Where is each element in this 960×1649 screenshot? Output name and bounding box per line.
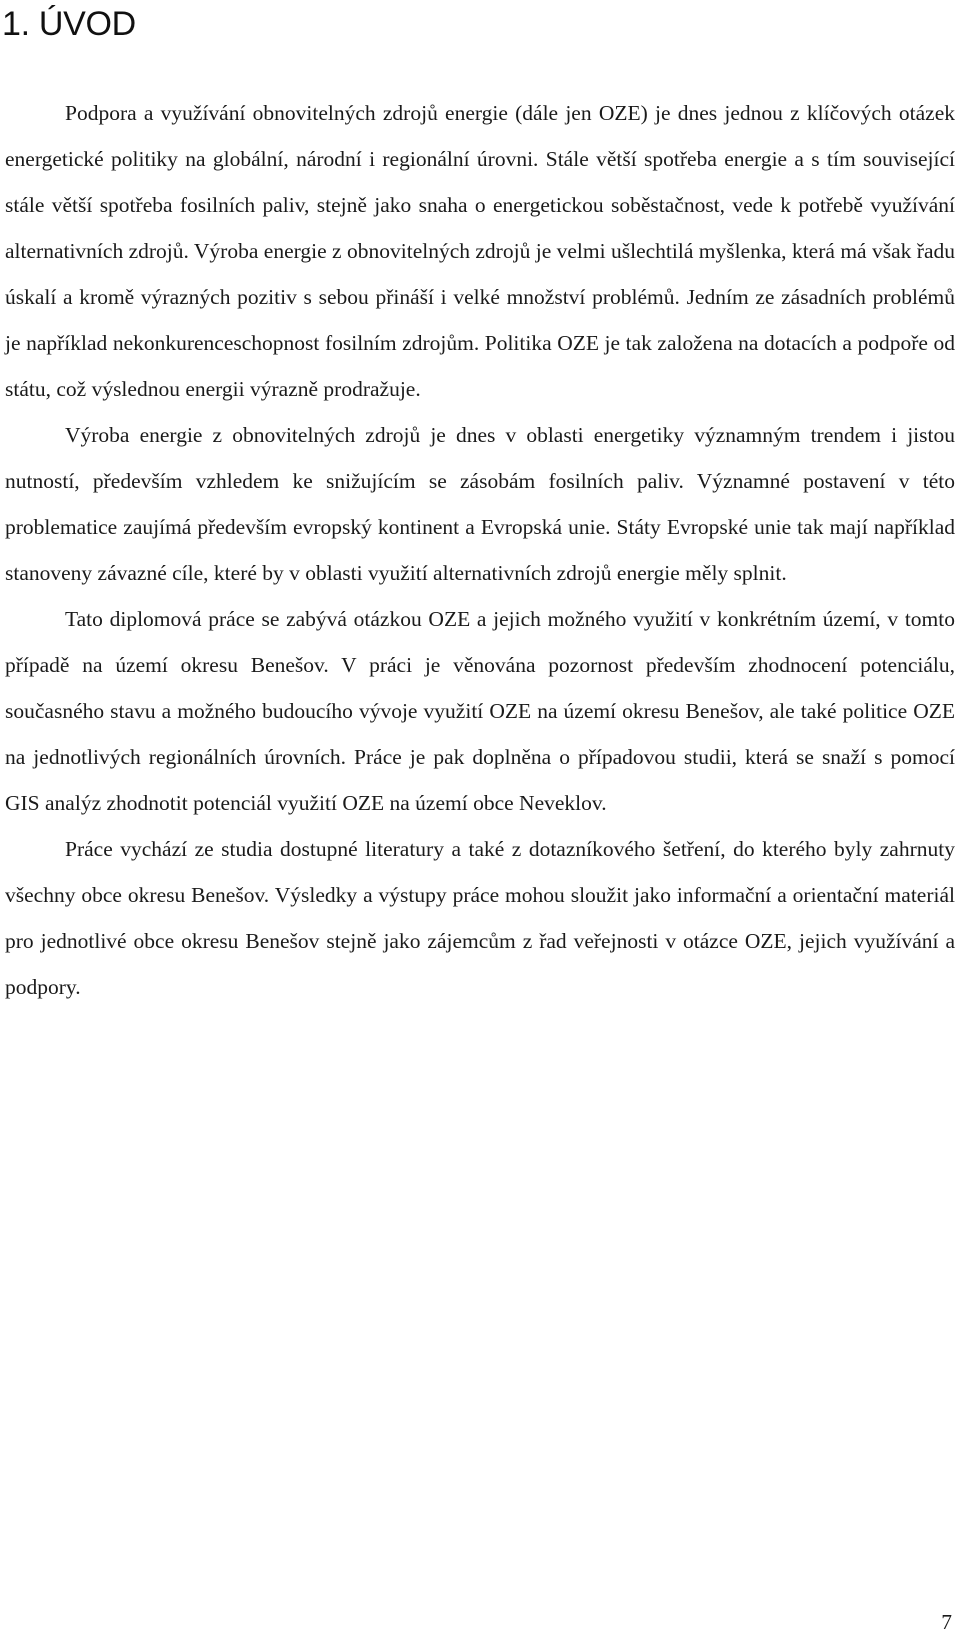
section-heading: 1. ÚVOD (2, 5, 136, 43)
paragraph-4: Práce vychází ze studia dostupné literatury a také z dotazníkového šetření, do kterého byly zahrnuty všechny obce okresu Benešov. Výsledky a výstupy práce mohou sloužit jako informační a orientační materiál pro jednotlivé obce okresu Benešov stejně jako zájemcům z řad veřejnosti v otázce OZE, jejich využívání a podpory. (5, 837, 955, 999)
body-text (5, 90, 955, 1010)
paragraph-1: Podpora a využívání obnovitelných zdrojů energie (dále jen OZE) je dnes jednou z klíčových otázek energetické politiky na globální, národní i regionální úrovni. Stále větší spotřeba energie a s tím související stále větší spotřeba fosilních paliv, stejně jako snaha o energetickou soběstačnost, vede k potřebě využívání alternativních zdrojů. Výroba energie z obnovitelných zdrojů je velmi ušlechtilá myšlenka, která má však řadu úskalí a kromě výrazných pozitiv s sebou přináší i velké množství problémů. Jedním ze zásadních problémů je například nekonkurenceschopnost fosilním zdrojům. Politika OZE je tak založena na dotacích a podpoře od státu, což výslednou energii výrazně prodražuje. (5, 101, 955, 401)
paragraph-2: Výroba energie z obnovitelných zdrojů je dnes v oblasti energetiky významným trendem i jistou nutností, především vzhledem ke snižujícím se zásobám fosilních paliv. Významné postavení v této problematice zaujímá především evropský kontinent a Evropská unie. Státy Evropské unie tak mají například stanoveny závazné cíle, které by v oblasti využití alternativních zdrojů energie měly splnit. (5, 423, 955, 585)
paragraph-3: Tato diplomová práce se zabývá otázkou OZE a jejich možného využití v konkrétním území, v tomto případě na území okresu Benešov. V práci je věnována pozornost především zhodnocení potenciálu, současného stavu a možného budoucího vývoje využití OZE na území okresu Benešov, ale také politice OZE na jednotlivých regionálních úrovních. Práce je pak doplněna o případovou studii, která se snaží s pomocí GIS analýz zhodnotit potenciál využití OZE na území obce Neveklov. (5, 607, 955, 815)
page-number: 7 (941, 1610, 952, 1634)
